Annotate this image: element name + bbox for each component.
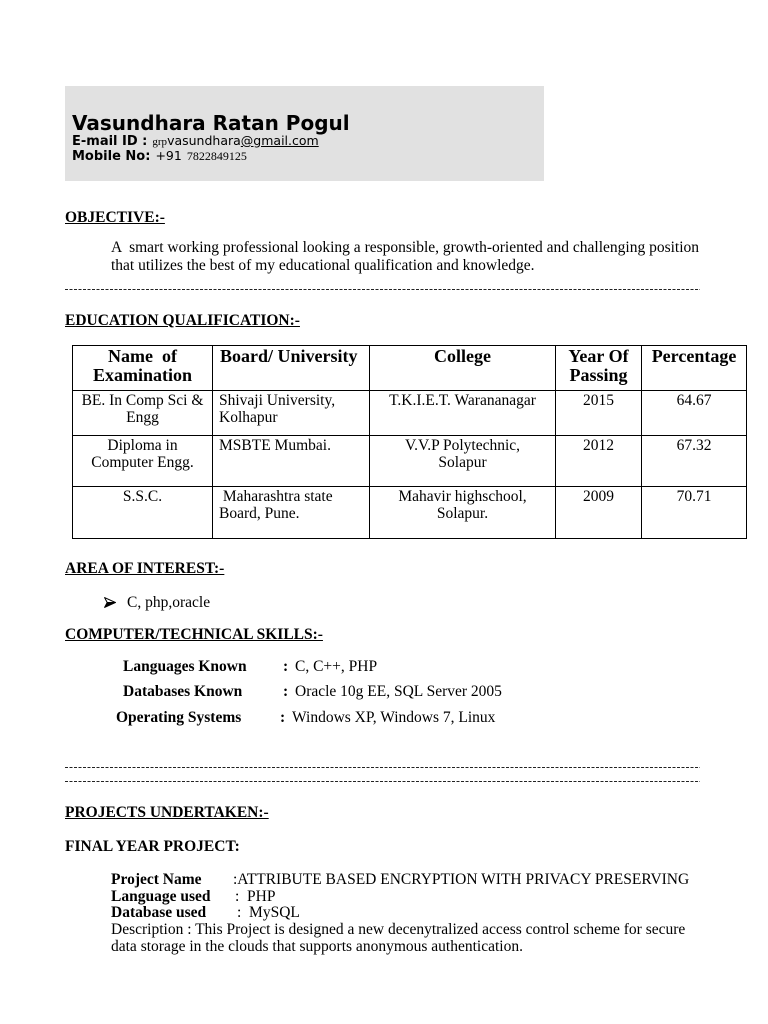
skill-row-languages xyxy=(0,658,768,676)
header-college: College xyxy=(370,346,556,391)
mobile-row xyxy=(72,148,247,165)
education-row xyxy=(73,391,747,436)
header-exam-name: Name of Examination xyxy=(73,346,213,391)
skill-value: C, C++, PHP xyxy=(295,658,378,675)
skill-separator: : xyxy=(283,658,289,675)
skill-row-databases xyxy=(0,683,768,701)
education-table xyxy=(72,345,747,539)
cell-percentage: 67.32 xyxy=(642,436,747,487)
arrow-bullet-icon xyxy=(104,597,116,608)
mobile-country-code: +91 xyxy=(155,148,182,163)
skills-heading: COMPUTER/TECHNICAL SKILLS:- xyxy=(65,626,323,643)
project-detail-value: : PHP xyxy=(235,888,276,905)
objective-heading: OBJECTIVE:- xyxy=(65,209,165,226)
cell-percentage: 70.71 xyxy=(642,487,747,539)
project-detail-label: Database used xyxy=(111,904,207,921)
project-detail-value: : MySQL xyxy=(237,904,300,921)
skill-label: Operating Systems xyxy=(116,709,242,726)
email-link[interactable] xyxy=(152,133,318,148)
project-detail-label: Language used xyxy=(111,888,211,905)
project-detail-database xyxy=(0,904,768,922)
email-user[interactable]: vasundhara xyxy=(167,133,241,148)
skill-value: Windows XP, Windows 7, Linux xyxy=(292,709,496,726)
contact-header xyxy=(65,86,544,181)
education-header-row xyxy=(73,346,747,391)
cell-exam-name: BE. In Comp Sci & Engg xyxy=(73,391,213,436)
projects-heading: PROJECTS UNDERTAKEN:- xyxy=(65,804,269,821)
email-domain[interactable]: @gmail.com xyxy=(240,133,319,148)
project-detail-label: Project Name xyxy=(111,871,202,888)
cell-board: MSBTE Mumbai. xyxy=(213,436,370,487)
cell-college: V.V.P Polytechnic, Solapur xyxy=(370,436,556,487)
cell-year: 2009 xyxy=(556,487,642,539)
separator-line xyxy=(65,767,700,768)
final-year-project-heading: FINAL YEAR PROJECT: xyxy=(65,838,240,855)
cell-percentage: 64.67 xyxy=(642,391,747,436)
project-detail-name xyxy=(0,871,768,889)
email-prefix[interactable]: grp xyxy=(152,136,168,148)
project-description: Description : This Project is designed a new decenytralized access control scheme for secure data storage in the clouds that supports anonymous authentication. xyxy=(111,921,686,955)
education-row xyxy=(73,436,747,487)
candidate-name: Vasundhara Ratan Pogul xyxy=(72,111,350,135)
education-row xyxy=(73,487,747,539)
skill-row-operating-systems xyxy=(0,709,768,727)
cell-college: T.K.I.E.T. Warananagar xyxy=(370,391,556,436)
cell-board: Maharashtra state Board, Pune. xyxy=(213,487,370,539)
header-board: Board/ University xyxy=(213,346,370,391)
mobile-label: Mobile No: xyxy=(72,149,151,164)
skill-separator: : xyxy=(280,709,286,726)
cell-exam-name: S.S.C. xyxy=(73,487,213,539)
interest-heading: AREA OF INTEREST:- xyxy=(65,560,225,577)
cell-college: Mahavir highschool, Solapur. xyxy=(370,487,556,539)
header-year: Year Of Passing xyxy=(556,346,642,391)
project-detail-value: :ATTRIBUTE BASED ENCRYPTION WITH PRIVACY PRESERVING xyxy=(233,871,690,888)
skill-separator: : xyxy=(283,683,289,700)
education-heading: EDUCATION QUALIFICATION:- xyxy=(65,312,300,329)
mobile-number: 7822849125 xyxy=(186,149,247,163)
email-label: E-mail ID : xyxy=(72,134,148,149)
interest-item: C, php,oracle xyxy=(127,594,211,611)
separator-line xyxy=(65,781,700,782)
skill-value: Oracle 10g EE, SQL Server 2005 xyxy=(295,683,502,700)
skill-label: Databases Known xyxy=(123,683,243,700)
cell-exam-name: Diploma in Computer Engg. xyxy=(73,436,213,487)
cell-board: Shivaji University, Kolhapur xyxy=(213,391,370,436)
cell-year: 2015 xyxy=(556,391,642,436)
separator-line xyxy=(65,289,700,290)
cell-year: 2012 xyxy=(556,436,642,487)
header-percentage: Percentage xyxy=(642,346,747,391)
skill-label: Languages Known xyxy=(123,658,247,675)
objective-text: A smart working professional looking a responsible, growth-oriented and challenging position that utilizes the best of my educational qualification and knowledge. xyxy=(111,239,703,274)
